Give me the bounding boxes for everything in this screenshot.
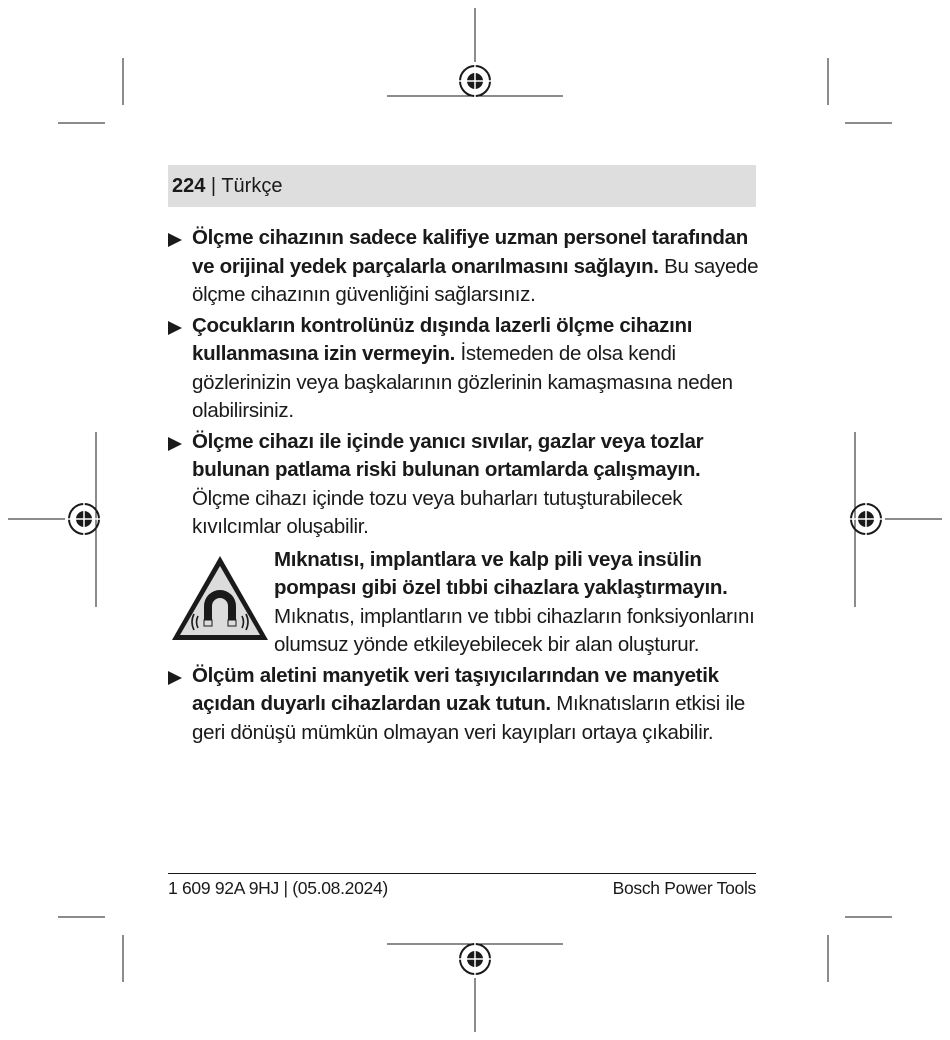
- instruction-text: İstemeden de olsa kendi gözlerinizin veya başkalarının gözlerinin kamaşmasına neden olabilirsiniz.: [192, 342, 733, 422]
- document-id: 1 609 92A 9HJ | (05.08.2024): [168, 878, 388, 898]
- registration-mark-right: [847, 500, 885, 538]
- warning-bold: Mıknatısı, implantlara ve kalp pili veya insülin pompası gibi özel tıbbi cihazlara yaklaştırmayın.: [274, 547, 728, 599]
- registration-mark-top: [456, 62, 494, 100]
- instruction-item: [168, 224, 760, 310]
- instruction-bold: Çocukların kontrolünüz dışında lazerli ölçme cihazını kullanmasına izin vermeyin.: [192, 313, 693, 365]
- instruction-text: Mıknatısların etkisi ile geri dönüşü mümkün olmayan veri kayıpları ortaya çıkabilir.: [192, 692, 745, 744]
- header-separator: |: [205, 175, 222, 197]
- instruction-bold: Ölçüm aletini manyetik veri taşıyıcılarından ve manyetik açıdan duyarlı cihazlardan uzak tutun.: [192, 663, 719, 715]
- page-number: 224: [172, 175, 206, 197]
- instruction-bold: Ölçme cihazının sadece kalifiye uzman personel tarafından ve orijinal yedek parçalarla onarılmasını sağlayın.: [192, 226, 748, 278]
- magnet-warning: [168, 546, 760, 660]
- instruction-bold: Ölçme cihazı ile içinde yanıcı sıvılar, gazlar veya tozlar bulunan patlama riski bulunan ortamlarda çalışmayın.: [192, 429, 704, 481]
- magnet-warning-text: [274, 546, 760, 660]
- page-footer: [168, 873, 756, 899]
- instruction-item: [168, 428, 760, 542]
- instruction-item: [168, 662, 760, 748]
- page-header: [168, 165, 756, 207]
- bullet-arrow-icon: [168, 321, 182, 335]
- instruction-text: Bu sayede ölçme cihazının güvenliğini sağlarsınız.: [192, 254, 759, 306]
- bullet-arrow-icon: [168, 437, 182, 451]
- brand-name: Bosch Power Tools: [612, 878, 756, 898]
- bullet-arrow-icon: [168, 671, 182, 685]
- magnet-warning-icon: [168, 546, 274, 660]
- bullet-arrow-icon: [168, 233, 182, 247]
- registration-mark-left: [65, 500, 103, 538]
- registration-mark-bottom: [456, 940, 494, 978]
- instruction-text: Ölçme cihazı içinde tozu veya buharları tutuşturabilecek kıvılcımlar oluşabilir.: [192, 486, 683, 538]
- header-language: Türkçe: [221, 175, 283, 197]
- warning-normal: Mıknatıs, implantların ve tıbbi cihazların fonksiyonlarını olumsuz yönde etkileyebilecek bir alan oluşturur.: [274, 604, 755, 656]
- safety-instructions: [168, 224, 760, 749]
- instruction-item: [168, 312, 760, 426]
